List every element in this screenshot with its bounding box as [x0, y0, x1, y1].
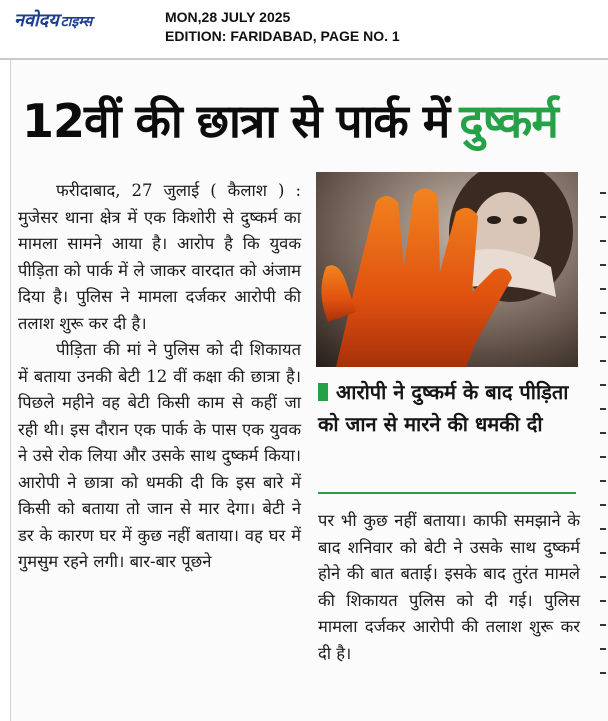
subheadline-text: आरोपी ने दुष्कर्म के बाद पीड़िता को जान से मारने की धमकी दी: [318, 380, 569, 436]
article-dateline: फरीदाबाद, 27 जुलाई ( कैलाश ): [56, 181, 285, 200]
adjacent-column-edge: [598, 170, 608, 721]
article-headline: [22, 80, 592, 160]
article-photo: [316, 172, 578, 367]
newspaper-logo: [14, 8, 92, 34]
edition-line: EDITION: FARIDABAD, PAGE NO. 1: [165, 28, 400, 44]
logo-secondary: टाइम्स: [60, 14, 93, 30]
subheadline-marker: [318, 383, 328, 401]
logo-primary: नवोदय: [14, 10, 59, 31]
headline-green-part: दुष्कर्म: [459, 94, 558, 148]
article-paragraph: पर भी कुछ नहीं बताया। काफी समझाने के बाद शनिवार को बेटी ने उसके साथ दुष्कर्म होने की बात बताई। इसके बाद तुरंत मामले की शिकायत पुलिस को दी गई। पुलिस मामला दर्जकर आरोपी की तलाश शुरू कर दी है।: [318, 511, 580, 663]
date-line: MON,28 JULY 2025: [165, 9, 291, 25]
subheadline-divider: [318, 492, 576, 494]
article-subheadline: [318, 376, 584, 440]
edition-meta: [165, 8, 400, 46]
photo-illustration: [316, 172, 578, 367]
paragraph-text: : मुजेसर थाना क्षेत्र में एक किशोरी से दुष्कर्म का मामला सामने आया है। आरोप है कि युवक पीड़िता को पार्क में ले जाकर वारदात को अंजाम दिया है। पुलिस ने मामला दर्जकर आरोपी की तलाश शुरू कर दी है।: [18, 181, 302, 333]
article-paragraph: [18, 178, 301, 337]
article-body-left: [18, 178, 301, 576]
masthead: [0, 0, 608, 58]
article-body-right: [318, 508, 580, 667]
headline-black-part: 12वीं की छात्रा से पार्क में: [22, 94, 450, 148]
article-paragraph: पीड़िता की मां ने पुलिस को दी शिकायत में बताया उनकी बेटी 12 वीं कक्षा की छात्रा है। पिछले महीने वह बेटी किसी काम से कहीं जा रही थी। इस दौरान एक पार्क के पास एक युवक ने उसे रोक लिया और उसके साथ दुष्कर्म किया। आरोपी ने छात्रा को धमकी दी कि इस बारे में किसी को बताया तो जान से मार देगा। बेटी ने डर के कारण घर में कुछ नहीं बताया। वह घर में गुमसुम रहने लगी। बार-बार पूछने: [18, 340, 301, 571]
